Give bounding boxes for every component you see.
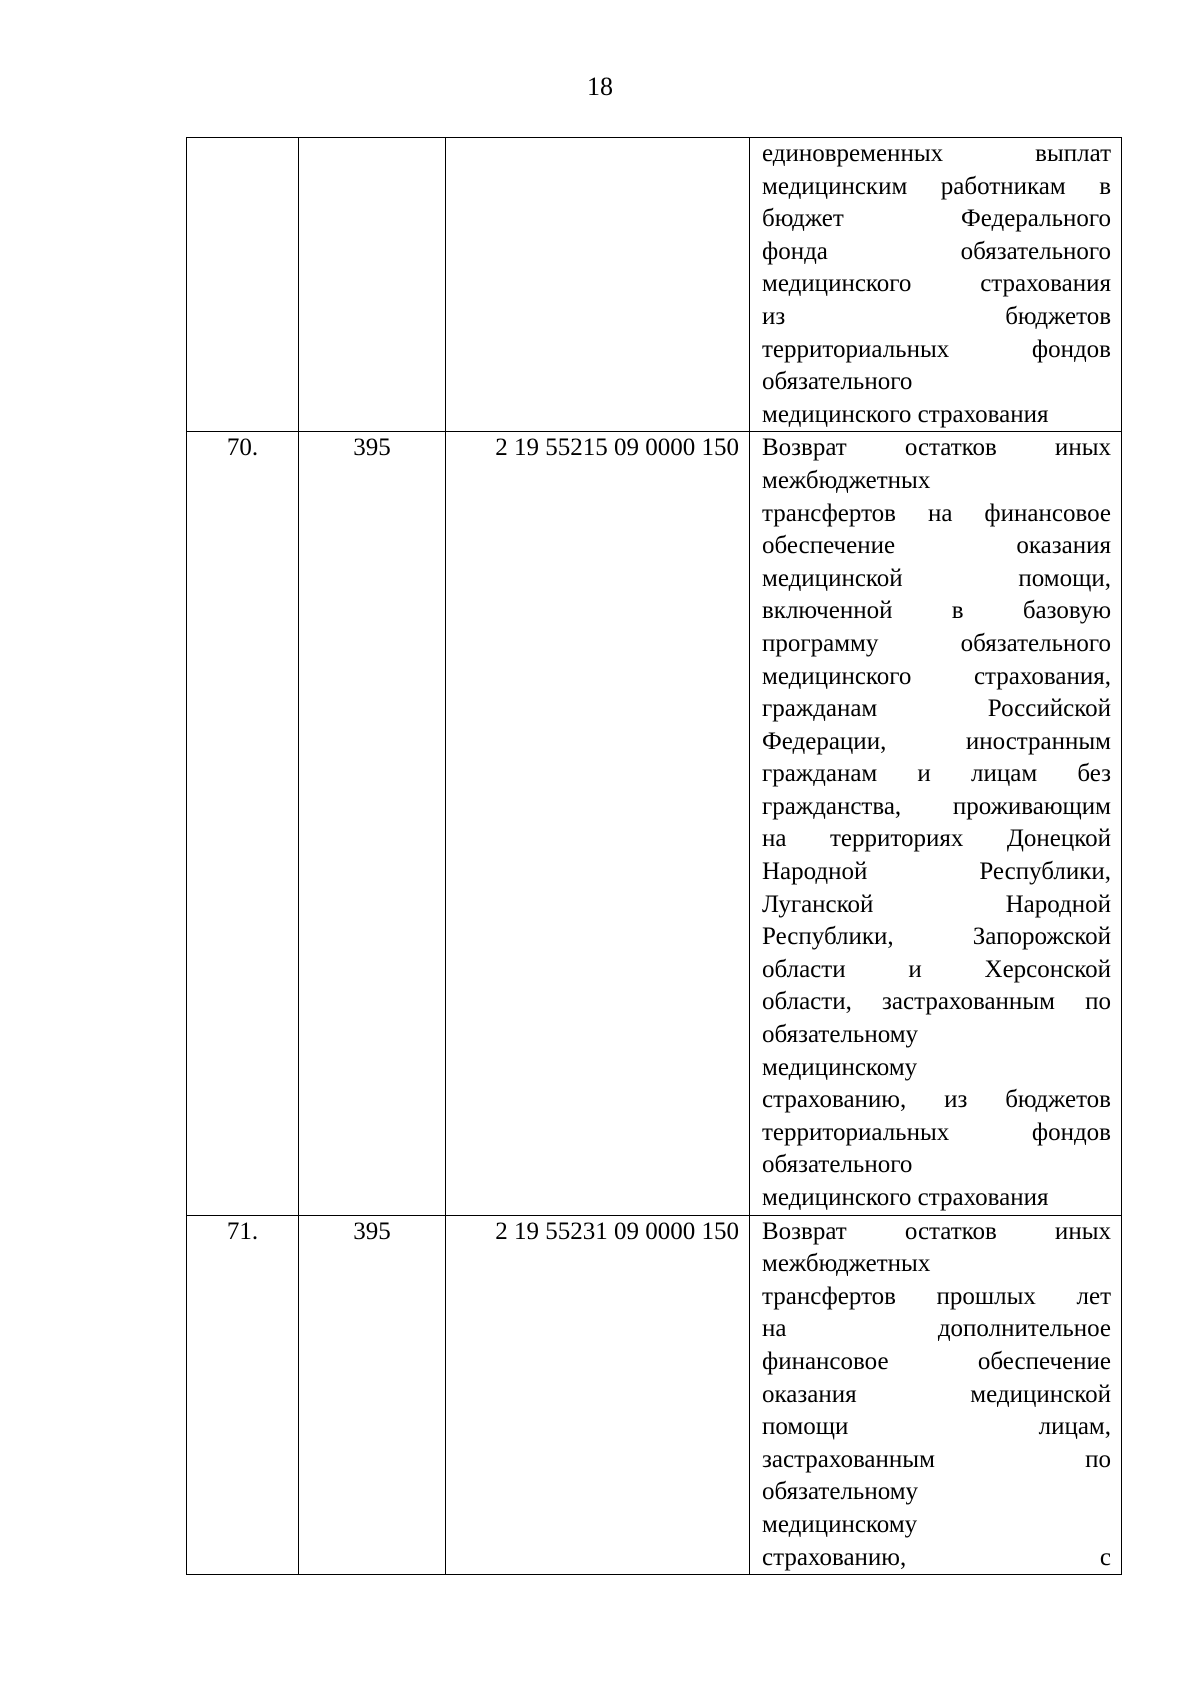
description-line: медицинского страхования	[762, 400, 1049, 428]
admin-code-cell	[299, 138, 446, 432]
description-line: межбюджетных	[762, 466, 931, 494]
description-line: из бюджетов	[762, 302, 1111, 330]
description-cell	[750, 138, 1122, 432]
description-line: Возврат остатков иных	[762, 434, 1111, 462]
description-line: трансфертов на финансовое	[762, 499, 1111, 527]
description-line: обязательному	[762, 1021, 919, 1049]
description-line: на территориях Донецкой	[762, 825, 1111, 853]
budget-code-table	[186, 137, 1122, 1575]
description-line: страхованию, из бюджетов	[762, 1086, 1111, 1114]
description-line: области, застрахованным по	[762, 988, 1111, 1016]
description-line: программу обязательного	[762, 629, 1111, 657]
row-number-cell: 70.	[187, 432, 299, 1215]
description-line: финансовое обеспечение	[762, 1347, 1111, 1375]
description-line: страхованию, с	[762, 1543, 1111, 1571]
table-row	[187, 432, 1122, 1215]
description-line: территориальных фондов	[762, 335, 1111, 363]
description-line: Возврат остатков иных	[762, 1217, 1111, 1245]
description-line: территориальных фондов	[762, 1118, 1111, 1146]
description-line: медицинской помощи,	[762, 564, 1111, 592]
description-line: оказания медицинской	[762, 1380, 1111, 1408]
description-line: Луганской Народной	[762, 890, 1111, 918]
description-line: межбюджетных	[762, 1250, 931, 1278]
description-line: медицинскому	[762, 1053, 918, 1081]
description-line: медицинского страхования,	[762, 662, 1111, 690]
budget-classification-code-cell	[446, 138, 750, 432]
table-body	[187, 138, 1122, 1575]
description-line: гражданам Российской	[762, 695, 1111, 723]
admin-code-cell: 395	[299, 432, 446, 1215]
description-line: медицинским работникам в	[762, 172, 1111, 200]
description-line: гражданства, проживающим	[762, 792, 1111, 820]
budget-classification-code-cell: 2 19 55215 09 0000 150	[446, 432, 750, 1215]
description-line: Республики, Запорожской	[762, 923, 1111, 951]
description-line: Федерации, иностранным	[762, 727, 1111, 755]
description-line: медицинского страхования	[762, 270, 1111, 298]
description-line: включенной в базовую	[762, 597, 1111, 625]
table-row	[187, 1215, 1122, 1575]
row-number-cell	[187, 138, 299, 432]
description-line: обязательного	[762, 1151, 913, 1179]
description-line: Народной Республики,	[762, 858, 1111, 886]
description-line: области и Херсонской	[762, 955, 1111, 983]
description-line: бюджет Федерального	[762, 205, 1111, 233]
admin-code-cell: 395	[299, 1215, 446, 1575]
description-cell	[750, 1215, 1122, 1575]
row-number-cell: 71.	[187, 1215, 299, 1575]
description-line: обязательного	[762, 368, 913, 396]
page-number: 18	[587, 72, 613, 101]
description-line: гражданам и лицам без	[762, 760, 1111, 788]
description-line: трансфертов прошлых лет	[762, 1282, 1111, 1310]
description-line: застрахованным по	[762, 1445, 1111, 1473]
description-line: обеспечение оказания	[762, 532, 1111, 560]
budget-classification-code-cell: 2 19 55231 09 0000 150	[446, 1215, 750, 1575]
description-line: медицинскому	[762, 1510, 918, 1538]
description-line: на дополнительное	[762, 1315, 1111, 1343]
description-line: помощи лицам,	[762, 1413, 1111, 1441]
description-cell	[750, 432, 1122, 1215]
description-line: обязательному	[762, 1478, 919, 1506]
table-row	[187, 138, 1122, 432]
description-line: единовременных выплат	[762, 140, 1111, 167]
description-line: фонда обязательного	[762, 237, 1111, 265]
description-line: медицинского страхования	[762, 1184, 1049, 1211]
